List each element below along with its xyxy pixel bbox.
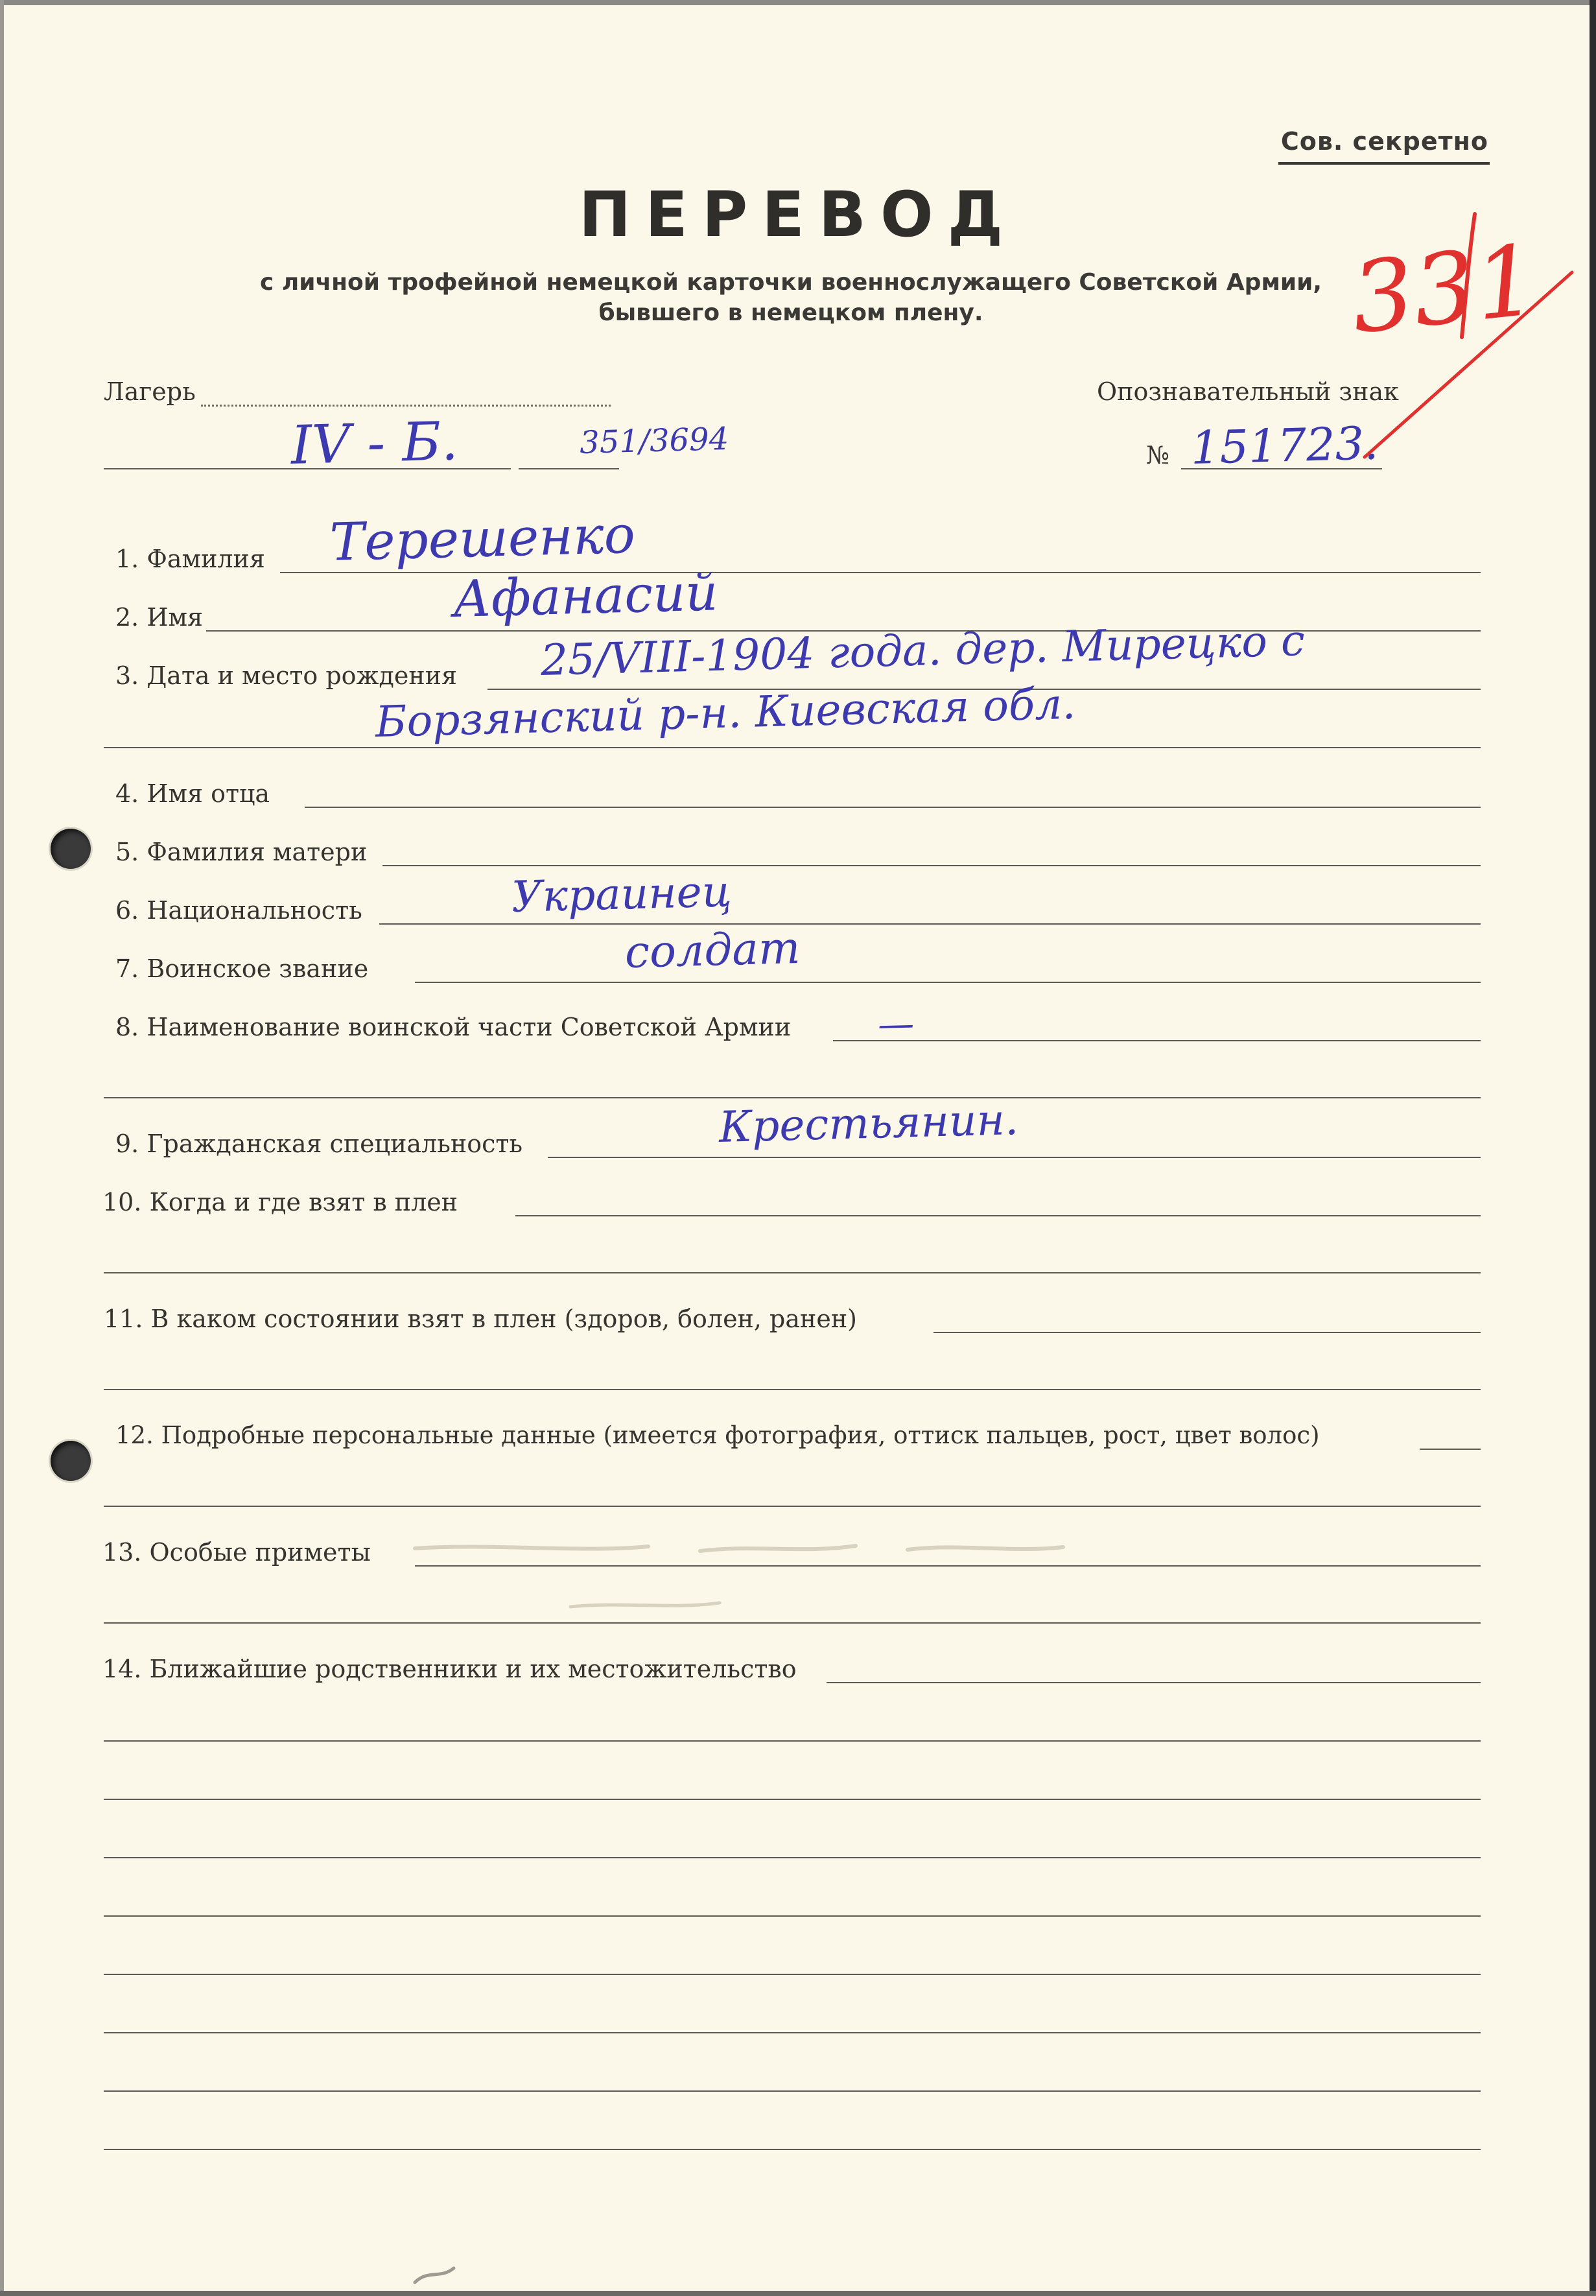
field-value-surname: Терешенко bbox=[329, 504, 636, 573]
id-mark-label: Опознавательный знак bbox=[1097, 377, 1399, 406]
field-label-capture-condition: 11. В каком состоянии взят в плен (здоров, болен, ранен) bbox=[104, 1305, 857, 1333]
field-label-rank: 7. Воинское звание bbox=[115, 954, 369, 983]
field-label-mother-surname: 5. Фамилия матери bbox=[115, 838, 368, 866]
field-label-special-marks: 13. Особые приметы bbox=[102, 1538, 371, 1567]
field-label-relatives: 14. Ближайшие родственники и их местожительство bbox=[102, 1655, 797, 1683]
document-title: ПЕРЕВОД bbox=[578, 178, 1018, 251]
field-value-military-unit: — bbox=[877, 1002, 915, 1046]
field-label-first-name: 2. Имя bbox=[115, 603, 204, 632]
red-pencil-number: 331 bbox=[1346, 224, 1543, 356]
classification-stamp: Сов. секретно bbox=[1280, 127, 1488, 156]
field-value-first-name: Афанасий bbox=[452, 563, 719, 629]
field-label-military-unit: 8. Наименование воинской части Советской Армии bbox=[115, 1013, 792, 1041]
camp-label: Лагерь bbox=[104, 377, 196, 406]
field-value-rank: солдат bbox=[624, 922, 801, 978]
document-subtitle-line1: с личной трофейной немецкой карточки военнослужащего Советской Армии, bbox=[259, 269, 1322, 296]
camp-handwritten: IV - Б. bbox=[290, 410, 459, 477]
field-value-civil-profession: Крестьянин. bbox=[718, 1094, 1019, 1152]
field-label-captured-when-where: 10. Когда и где взят в плен bbox=[102, 1188, 458, 1216]
field-label-surname: 1. Фамилия bbox=[115, 545, 265, 573]
field-label-birth: 3. Дата и место рождения bbox=[115, 661, 458, 690]
document-subtitle-line2: бывшего в немецком плену. bbox=[598, 300, 983, 326]
field-value-nationality: Украинец bbox=[510, 866, 733, 922]
field-value-birth-line2: Борзянский р-н. Киевская обл. bbox=[374, 678, 1077, 747]
field-value-birth: 25/VIII-1904 года. дер. Мирецко с bbox=[539, 615, 1306, 685]
field-label-personal-data: 12. Подробные персональные данные (имеется фотография, оттиск пальцев, рост, цвет волос) bbox=[115, 1421, 1320, 1449]
id-mark-handwritten: 151723. bbox=[1190, 416, 1379, 475]
field-label-father-name: 4. Имя отца bbox=[115, 779, 270, 808]
id-mark-number-prefix: № bbox=[1146, 441, 1169, 469]
field-label-civil-profession: 9. Гражданская специальность bbox=[115, 1130, 523, 1158]
camp-number-handwritten: 351/3694 bbox=[579, 420, 729, 461]
field-label-nationality: 6. Национальность bbox=[115, 896, 362, 925]
